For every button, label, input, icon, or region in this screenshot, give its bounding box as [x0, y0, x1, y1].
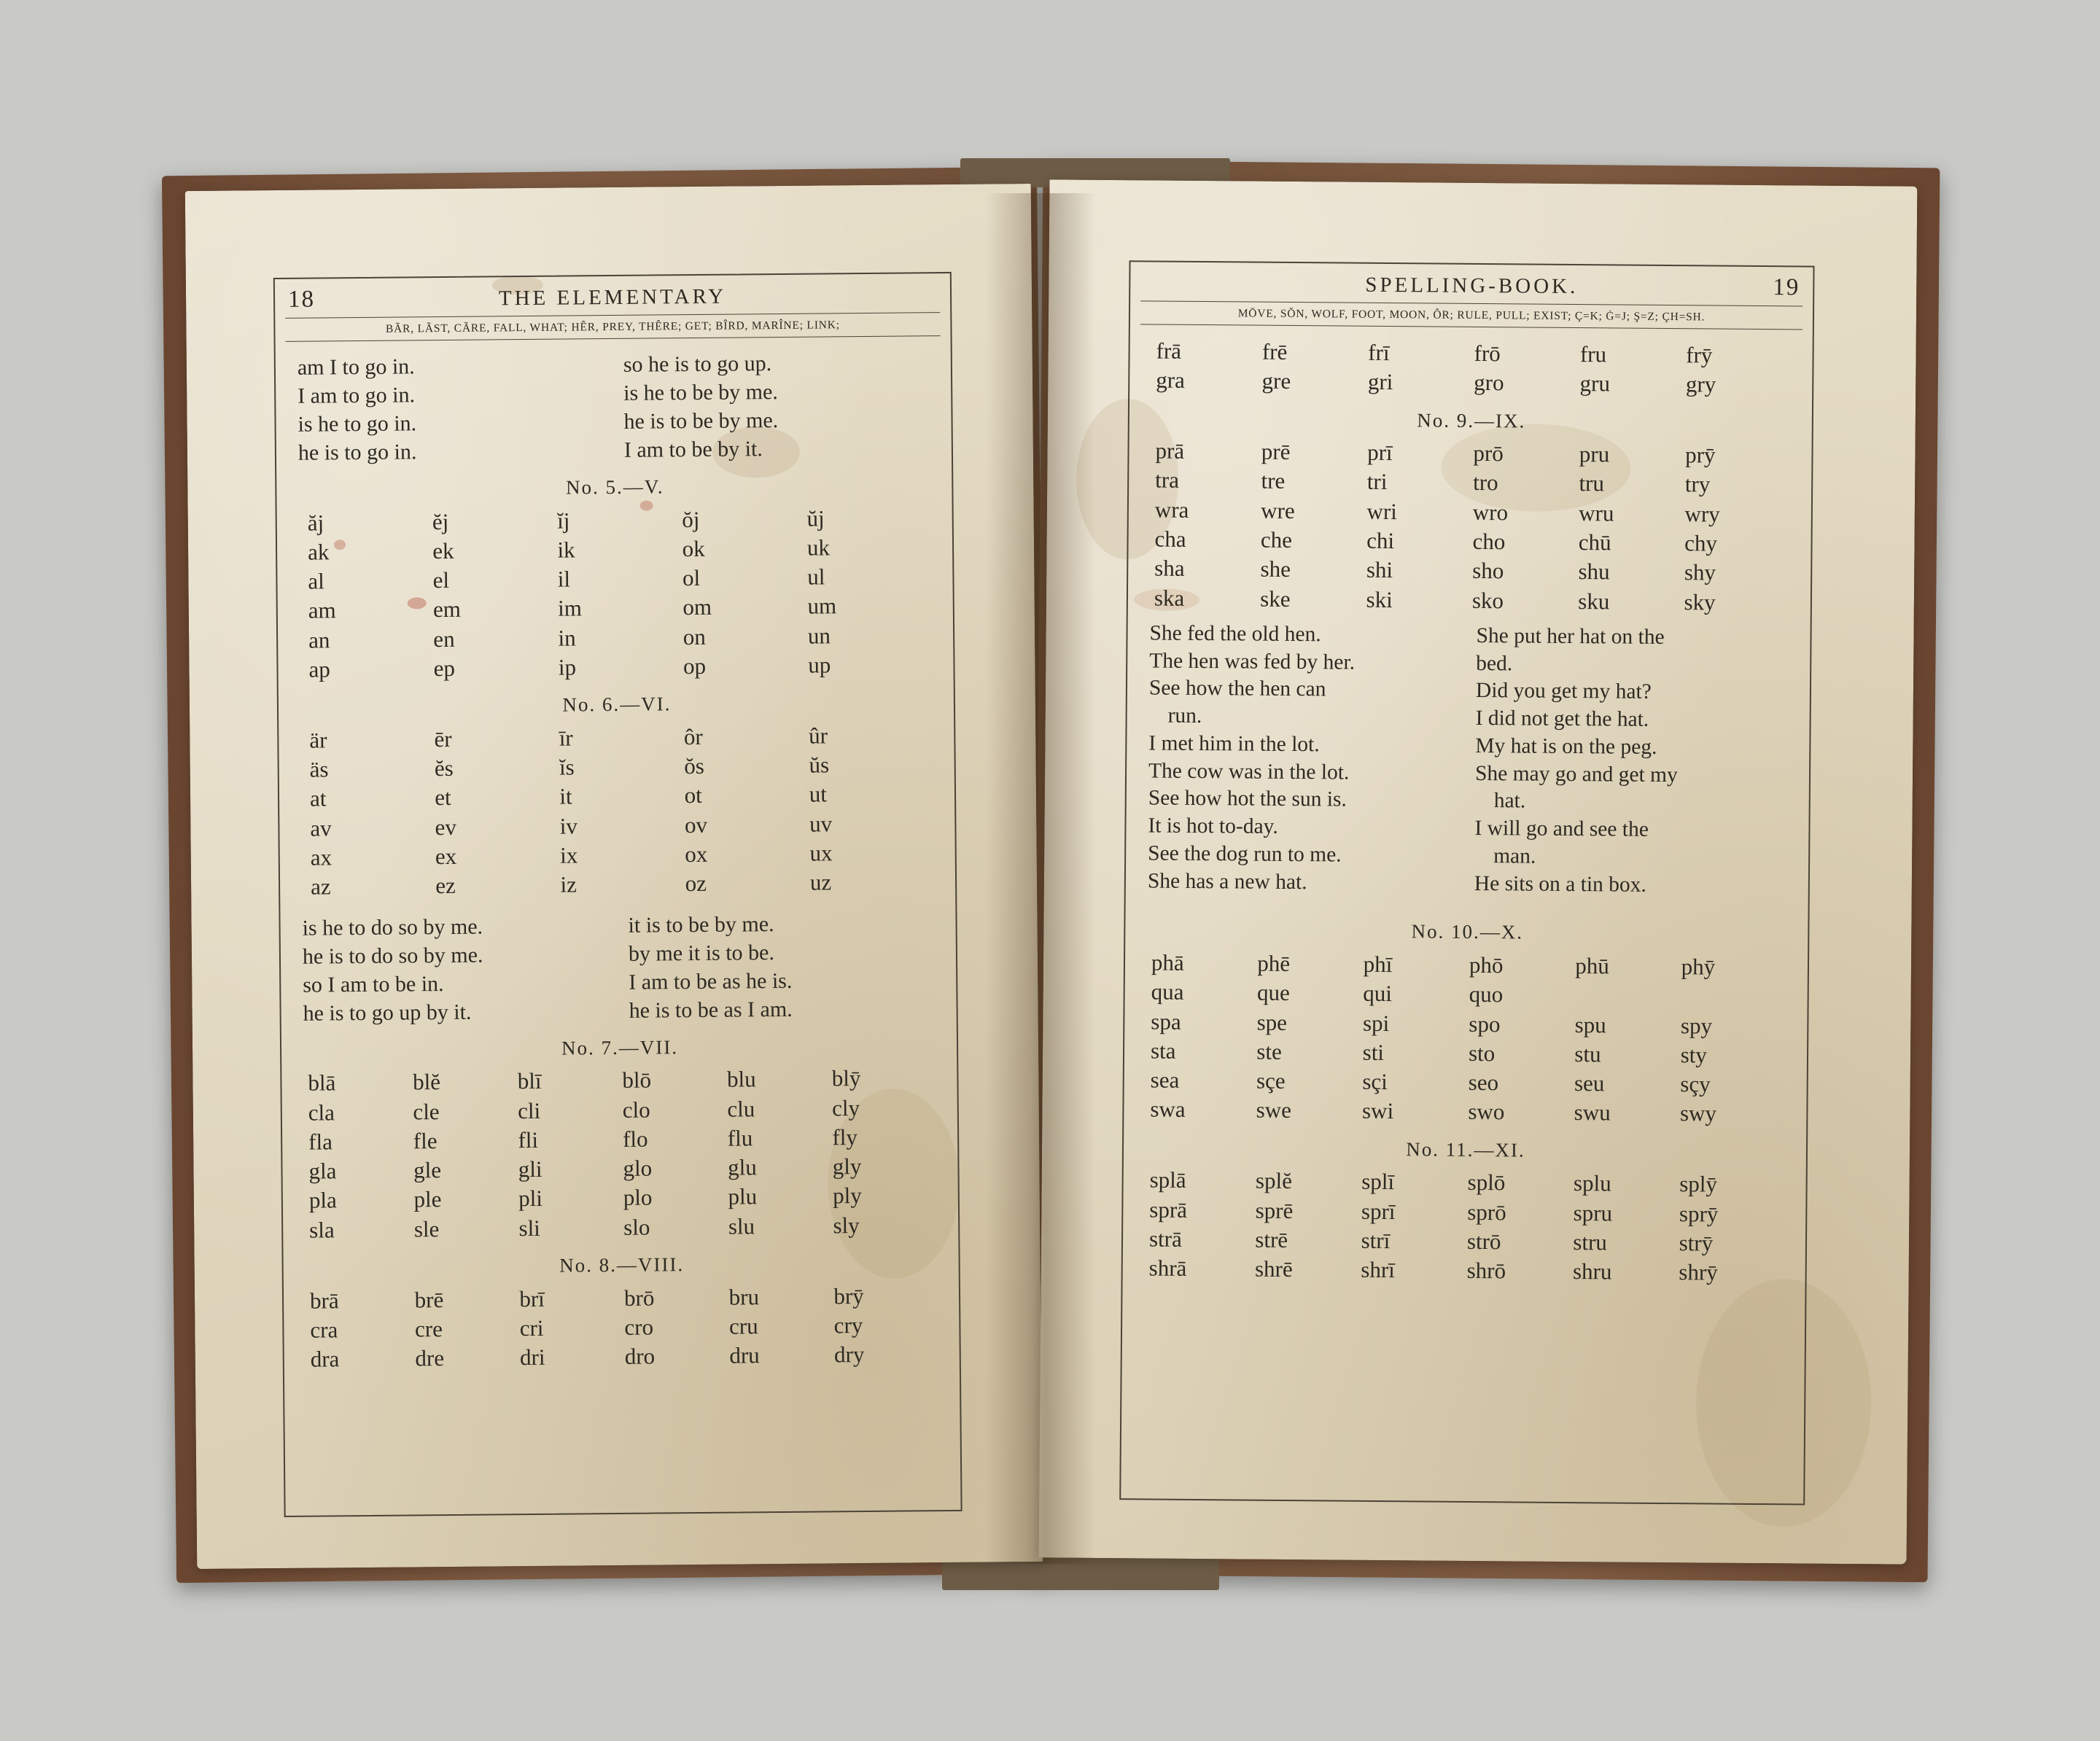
syllable-cell: sçi [1362, 1068, 1388, 1095]
syllable-cell: ska [1154, 585, 1185, 611]
syllable-cell: am [308, 597, 336, 624]
syllable-cell: phō [1469, 951, 1504, 978]
syllable-cell: frā [1156, 338, 1182, 364]
syllable-cell: stu [1574, 1040, 1601, 1067]
syllable-cell: que [1256, 979, 1290, 1006]
syllable-cell: glu [727, 1154, 757, 1180]
syllable-cell: plu [728, 1183, 758, 1210]
syllable-cell: cre [414, 1315, 443, 1342]
syllable-cell: ev [435, 814, 457, 840]
syllable-cell: av [310, 815, 332, 841]
reading-line: See how the hen can [1148, 676, 1326, 701]
syllable-cell: iz [560, 871, 578, 898]
syllable-cell: sprē [1255, 1197, 1294, 1223]
syllable-cell: shrȳ [1679, 1259, 1718, 1285]
syllable-cell: pla [308, 1187, 337, 1214]
reading-line: She put her hat on the [1476, 623, 1665, 649]
syllable-cell: fli [518, 1126, 539, 1153]
syllable-cell: in [558, 625, 576, 651]
sentence-line: I am to go in. [298, 383, 416, 408]
syllable-cell: ĕs [434, 755, 454, 782]
syllable-cell: glo [623, 1155, 653, 1181]
syllable-cell: blĕ [412, 1069, 441, 1095]
syllable-cell: ôr [683, 723, 703, 750]
syllable-cell: shrō [1466, 1258, 1506, 1284]
sentence-line: is he to go in. [298, 411, 417, 437]
syllable-cell: sçy [1680, 1071, 1711, 1097]
syllable-cell: strȳ [1679, 1230, 1714, 1256]
sentence-line: is he to be by me. [623, 380, 778, 405]
syllable-cell: wru [1579, 499, 1614, 526]
sentence-line: am I to go in. [297, 354, 415, 380]
syllable-cell: shy [1684, 559, 1716, 585]
syllable-cell: brā [309, 1287, 339, 1314]
reading-line: The hen was fed by her. [1149, 649, 1356, 674]
syllable-cell: spe [1256, 1009, 1288, 1035]
syllable-cell: ux [809, 840, 833, 866]
section-heading-no11: No. 11.—XI. [1406, 1137, 1525, 1161]
syllable-cell: gri [1367, 369, 1393, 395]
syllable-cell: spu [1574, 1011, 1606, 1037]
syllable-cell: strō [1466, 1228, 1501, 1255]
sentence-line: by me it is to be. [628, 940, 775, 966]
section-heading-no5: No. 5.—V. [565, 475, 664, 499]
sentence-line: is he to do so by me. [302, 914, 483, 940]
syllable-cell: an [308, 627, 330, 653]
sentence-line: I am to be by it. [623, 437, 763, 462]
running-title-left: THE ELEMENTARY [498, 284, 727, 311]
syllable-cell: fle [413, 1127, 438, 1154]
syllable-cell: ste [1256, 1038, 1282, 1064]
syllable-cell: em [432, 596, 462, 623]
syllable-cell: ply [833, 1183, 862, 1209]
syllable-cell: prā [1155, 437, 1185, 464]
syllable-cell: swe [1256, 1097, 1292, 1123]
syllable-cell: wra [1154, 496, 1189, 523]
syllable-cell: shu [1578, 558, 1610, 585]
syllable-cell: wri [1366, 498, 1398, 524]
syllable-cell: fla [308, 1129, 333, 1155]
syllable-cell: swa [1150, 1096, 1186, 1123]
syllable-cell: wry [1684, 500, 1720, 527]
syllable-cell: ak [307, 539, 330, 565]
syllable-cell: spi [1362, 1010, 1390, 1036]
syllable-cell: phē [1257, 950, 1291, 976]
syllable-cell: tru [1579, 470, 1605, 496]
syllable-cell: sprȳ [1679, 1200, 1719, 1227]
syllable-cell: splĕ [1255, 1167, 1293, 1194]
syllable-cell: äs [309, 756, 329, 782]
sentence-line: he is to be by me. [623, 408, 779, 434]
syllable-cell: sko [1471, 587, 1504, 613]
syllable-table-no9 [1150, 437, 1792, 618]
syllable-cell: shrī [1361, 1256, 1396, 1283]
syllable-cell: sla [309, 1217, 335, 1243]
syllable-cell: frī [1368, 339, 1390, 366]
syllable-cell: ap [308, 656, 330, 682]
reading-line: See how hot the sun is. [1148, 786, 1347, 812]
syllable-cell: blā [308, 1070, 336, 1096]
syllable-cell: ŭs [809, 752, 830, 778]
syllable-cell: ox [685, 841, 708, 868]
page-number-right: 19 [1773, 274, 1800, 301]
syllable-table-no7 [303, 1063, 938, 1245]
syllable-cell: prē [1261, 438, 1291, 465]
syllable-cell: ski [1366, 586, 1393, 612]
syllable-cell: gry [1685, 371, 1716, 397]
syllable-cell: brȳ [833, 1282, 864, 1309]
reading-line: Did you get my hat? [1475, 679, 1652, 704]
pronunciation-key-left: BÃR, LÃST, CÃRE, FALL, WHAT; HÊR, PREY, THÊRE; GET; BÎRD, MARÎNE; LINK; [385, 319, 840, 335]
syllable-cell: chy [1684, 530, 1718, 556]
syllable-cell: plo [623, 1184, 653, 1211]
syllable-cell: īr [559, 725, 573, 751]
reading-line: The cow was in the lot. [1148, 759, 1350, 784]
syllable-cell: qui [1363, 981, 1393, 1007]
reading-line: She fed the old hen. [1149, 621, 1321, 647]
syllable-cell: swo [1468, 1099, 1505, 1125]
syllable-cell: gla [308, 1158, 337, 1184]
syllable-cell: cra [310, 1317, 338, 1343]
syllable-cell: cly [831, 1094, 860, 1121]
reading-line: bed. [1476, 651, 1513, 676]
syllable-cell: spy [1680, 1012, 1713, 1039]
syllable-cell: wro [1472, 499, 1509, 526]
syllable-cell: ăj [307, 510, 324, 536]
syllable-cell: ûr [808, 723, 828, 749]
syllable-cell: dry [833, 1341, 865, 1368]
syllable-cell: chi [1366, 527, 1395, 554]
syllable-cell: cli [517, 1097, 541, 1123]
syllable-cell: blī [517, 1068, 542, 1094]
open-book [169, 149, 1934, 1600]
sentence-line: I am to be as he is. [629, 968, 793, 994]
syllable-cell: sprī [1361, 1198, 1396, 1224]
syllable-cell: wre [1261, 497, 1295, 523]
syllable-cell: ik [557, 537, 575, 563]
syllable-cell: uz [809, 869, 832, 896]
page-left [185, 184, 1043, 1569]
syllable-cell: et [435, 784, 451, 811]
syllable-cell: ŏs [684, 753, 705, 779]
syllable-cell: en [433, 626, 455, 652]
syllable-cell: dro [624, 1343, 656, 1370]
syllable-cell: sçe [1256, 1067, 1286, 1094]
right-page-body [1123, 324, 1813, 1288]
syllable-cell: ip [558, 654, 577, 680]
syllable-cell: ex [435, 843, 457, 870]
syllable-cell: slu [728, 1213, 755, 1239]
syllable-cell: bru [728, 1283, 760, 1310]
section-heading-no8: No. 8.—VIII. [559, 1253, 685, 1277]
syllable-cell: sea [1150, 1067, 1180, 1093]
pronunciation-key-right: MŌVE, SŎN, WOLF, FOOT, MOON, ÔR; RULE, PULL; EXIST; Ç=K; Ġ=J; Ş=Z; ÇH=SH. [1237, 307, 1706, 324]
syllable-cell: prȳ [1685, 442, 1716, 468]
reading-line: man. [1493, 844, 1536, 868]
syllable-table-continuation [1151, 336, 1792, 400]
syllable-cell: gli [518, 1156, 542, 1183]
sentence-line: he is to do so by me. [302, 943, 483, 969]
section-heading-no6: No. 6.—VI. [562, 693, 672, 716]
page-right [1039, 179, 1918, 1564]
syllable-cell: ep [433, 655, 456, 682]
syllable-cell: fru [1579, 341, 1607, 367]
syllable-cell: clu [727, 1095, 755, 1122]
sentence-block-top-left [298, 348, 931, 467]
syllable-cell: fly [832, 1123, 858, 1150]
syllable-cell: om [682, 594, 712, 620]
syllable-cell: frō [1474, 340, 1501, 367]
syllable-cell: dre [415, 1345, 445, 1371]
syllable-cell: cha [1154, 526, 1186, 552]
syllable-cell: prō [1473, 440, 1504, 467]
syllable-cell: dri [519, 1344, 545, 1371]
syllable-cell: qua [1151, 978, 1184, 1005]
text-frame-left [273, 272, 962, 1517]
syllable-cell: che [1260, 526, 1293, 553]
reading-line: He sits on a tin box. [1474, 871, 1646, 897]
syllable-cell: dru [729, 1342, 760, 1368]
syllable-table-no10 [1146, 948, 1787, 1129]
syllable-cell: uk [806, 534, 831, 561]
syllable-cell: cho [1472, 528, 1506, 555]
syllable-cell: tri [1366, 469, 1388, 495]
syllable-cell: ul [807, 564, 825, 590]
syllable-cell: un [807, 623, 831, 649]
syllable-cell: tra [1155, 467, 1180, 494]
syllable-cell: brī [519, 1285, 545, 1312]
syllable-cell: spa [1151, 1008, 1181, 1035]
syllable-cell: she [1260, 556, 1291, 583]
syllable-cell: sti [1362, 1039, 1385, 1065]
syllable-cell: är [309, 727, 327, 753]
syllable-cell: ix [559, 842, 578, 868]
syllable-cell: um [807, 593, 837, 620]
syllable-cell: cry [833, 1312, 863, 1339]
syllable-cell: ot [684, 782, 702, 809]
syllable-cell: oz [685, 870, 707, 897]
syllable-cell: on [682, 623, 706, 650]
running-head-right [1130, 262, 1813, 301]
syllable-cell: sprō [1467, 1199, 1506, 1225]
reading-line: It is hot to-day. [1148, 814, 1278, 839]
syllable-table-no5 [299, 503, 933, 685]
syllable-cell: sta [1150, 1037, 1176, 1064]
syllable-cell: shru [1572, 1258, 1612, 1285]
reading-lesson [1148, 620, 1790, 900]
syllable-cell: sle [413, 1215, 440, 1242]
syllable-cell: it [559, 783, 572, 810]
syllable-cell: shrā [1148, 1255, 1187, 1282]
syllable-cell: seu [1574, 1070, 1605, 1097]
section-heading-no7: No. 7.—VII. [561, 1035, 679, 1059]
syllable-cell: gre [1261, 367, 1291, 394]
reading-line: I did not get the hat. [1475, 706, 1649, 732]
syllable-table-no8 [306, 1281, 939, 1374]
syllable-cell: ēr [434, 725, 452, 752]
syllable-cell: prī [1367, 439, 1393, 466]
syllable-cell: phȳ [1681, 954, 1716, 980]
syllable-cell: cle [413, 1098, 440, 1124]
reading-line: I will go and see the [1474, 817, 1649, 842]
syllable-cell [1681, 981, 1787, 1011]
syllable-cell: splu [1573, 1170, 1611, 1196]
syllable-cell: ple [413, 1186, 442, 1212]
reading-line: My hat is on the peg. [1475, 733, 1657, 759]
syllable-cell: gle [413, 1157, 442, 1183]
syllable-cell: ut [809, 781, 828, 808]
syllable-cell: op [682, 653, 707, 679]
reading-line: I met him in the lot. [1148, 731, 1320, 757]
syllable-cell: swy [1679, 1100, 1717, 1127]
syllable-table-no11 [1145, 1166, 1786, 1288]
syllable-cell: seo [1468, 1070, 1499, 1096]
syllable-cell: brō [623, 1285, 655, 1311]
syllable-cell: swi [1361, 1098, 1394, 1124]
syllable-cell: il [557, 566, 571, 592]
syllable-cell: blō [622, 1067, 652, 1094]
syllable-cell: phī [1363, 951, 1393, 978]
section-heading-no9: No. 9.—IX. [1417, 408, 1526, 432]
syllable-cell: pru [1579, 441, 1610, 467]
syllable-cell: blȳ [831, 1065, 861, 1091]
syllable-cell: sto [1468, 1040, 1496, 1067]
sentence-line: so I am to be in. [303, 971, 444, 997]
syllable-cell: ov [684, 811, 708, 838]
syllable-cell: al [308, 568, 324, 594]
syllable-cell: strē [1255, 1226, 1288, 1253]
syllable-cell: sly [833, 1212, 860, 1239]
syllable-cell: ax [310, 844, 332, 870]
syllable-cell: ek [432, 537, 454, 564]
sentence-line: he is to go up by it. [303, 1000, 472, 1026]
syllable-cell: tro [1473, 470, 1498, 496]
syllable-cell: frē [1261, 338, 1288, 365]
syllable-cell: ĭs [559, 754, 575, 780]
syllable-cell: gra [1156, 367, 1186, 394]
syllable-cell: sku [1578, 588, 1610, 615]
syllable-cell: stru [1573, 1228, 1607, 1255]
syllable-cell: sha [1154, 555, 1185, 582]
syllable-cell: gly [832, 1153, 862, 1180]
syllable-cell: splī [1361, 1169, 1395, 1195]
syllable-cell: strī [1361, 1227, 1391, 1253]
reading-line: hat. [1493, 789, 1526, 813]
syllable-cell: at [309, 785, 327, 812]
syllable-cell: try [1684, 471, 1711, 497]
syllable-cell: ok [682, 535, 705, 562]
syllable-cell: gru [1579, 370, 1611, 397]
syllable-cell: shrē [1254, 1255, 1293, 1282]
syllable-cell: pli [518, 1185, 543, 1212]
syllable-cell: strā [1148, 1226, 1182, 1252]
syllable-cell: phū [1575, 953, 1609, 979]
sentence-line: it is to be by me. [628, 911, 774, 938]
reading-line: She has a new hat. [1147, 869, 1307, 894]
syllable-cell: flu [727, 1125, 753, 1151]
sentence-line: he is to be as I am. [629, 997, 793, 1023]
syllable-cell: chū [1578, 529, 1611, 556]
syllable-cell: ske [1260, 585, 1291, 612]
syllable-cell: slo [623, 1214, 650, 1240]
syllable-cell: im [558, 595, 583, 622]
syllable-cell: cru [728, 1313, 758, 1339]
syllable-cell [1575, 981, 1681, 1010]
syllable-cell: frȳ [1686, 342, 1713, 368]
reading-line: She may go and get my [1474, 761, 1678, 787]
reading-line: run. [1167, 704, 1202, 728]
syllable-cell: sli [518, 1215, 540, 1241]
syllable-cell: ŭj [806, 505, 825, 531]
syllable-cell: cla [308, 1099, 335, 1126]
sentence-line: so he is to go up. [623, 351, 772, 377]
syllable-cell: el [432, 567, 450, 593]
syllable-cell: ĭj [556, 507, 570, 534]
sentence-block-middle-left [302, 908, 936, 1028]
syllable-cell: splā [1149, 1166, 1186, 1193]
page-number-left: 18 [287, 286, 316, 313]
section-heading-no10: No. 10.—X. [1411, 920, 1524, 943]
syllable-cell: az [310, 873, 331, 900]
syllable-cell: spru [1573, 1199, 1613, 1226]
syllable-cell: phā [1151, 949, 1184, 975]
left-page-body [276, 336, 960, 1374]
syllable-cell: clo [622, 1097, 650, 1123]
syllable-cell: tre [1261, 468, 1286, 494]
syllable-cell: quo [1469, 981, 1504, 1008]
running-title-right: SPELLING-BOOK. [1365, 273, 1579, 299]
syllable-cell: cro [624, 1314, 654, 1340]
syllable-cell: sho [1472, 558, 1504, 584]
running-head-left [275, 273, 950, 313]
syllable-cell: ez [435, 873, 456, 899]
syllable-cell: swu [1574, 1099, 1611, 1126]
syllable-cell: uv [809, 811, 833, 837]
syllable-cell: ol [682, 565, 701, 591]
syllable-cell: splȳ [1679, 1171, 1718, 1197]
syllable-cell: flo [622, 1126, 648, 1152]
syllable-cell: sprā [1149, 1196, 1188, 1223]
syllable-cell: ŏj [682, 506, 700, 532]
syllable-cell: iv [559, 813, 578, 839]
syllable-cell: cri [519, 1314, 544, 1341]
syllable-cell: sty [1680, 1042, 1708, 1068]
reading-line: See the dog run to me. [1148, 841, 1342, 867]
syllable-cell: splō [1467, 1169, 1506, 1196]
syllable-cell: dra [310, 1346, 340, 1372]
syllable-cell: gro [1474, 370, 1504, 396]
syllable-table-no6 [300, 720, 935, 902]
syllable-cell: sky [1684, 588, 1716, 615]
syllable-cell: blu [726, 1066, 756, 1092]
syllable-cell: up [808, 652, 831, 678]
syllable-cell: brē [414, 1286, 444, 1312]
sentence-line: he is to go in. [298, 440, 417, 465]
syllable-cell: ĕj [432, 508, 449, 534]
syllable-cell: shi [1366, 557, 1393, 583]
syllable-cell: spo [1469, 1010, 1501, 1037]
text-frame-right [1119, 260, 1814, 1505]
